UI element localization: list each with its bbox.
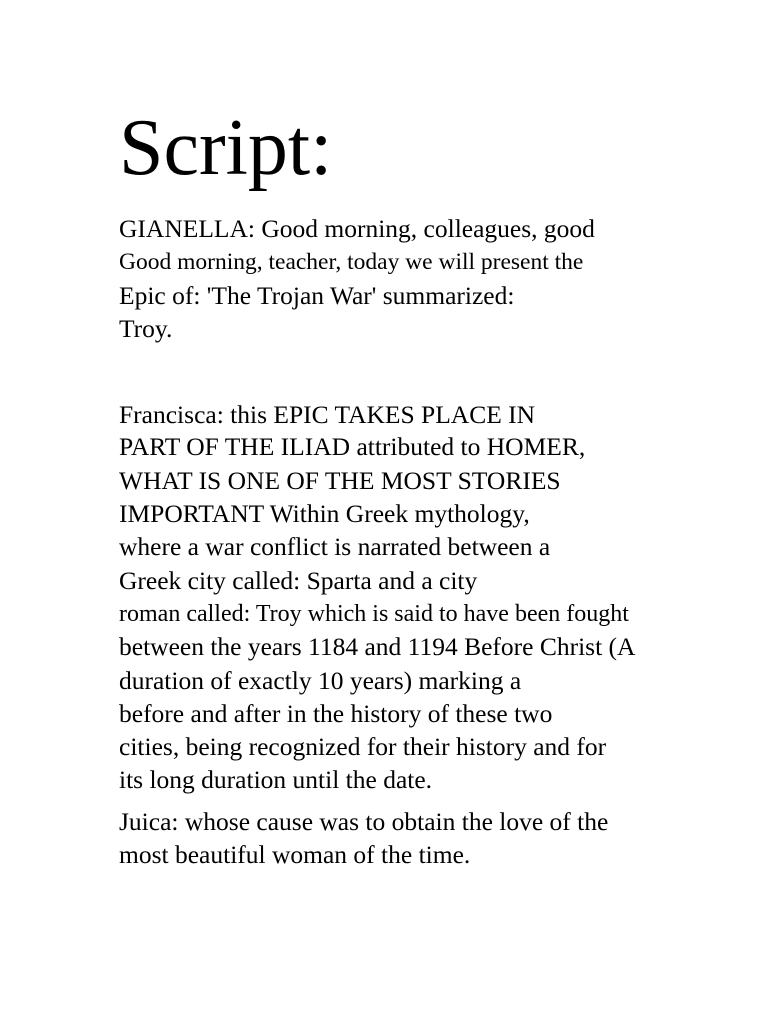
text-line: IMPORTANT Within Greek mythology, [119, 499, 530, 528]
text-line: Troy. [119, 314, 173, 343]
text-line: between the years 1184 and 1194 Before Christ (A [119, 632, 636, 661]
text-line: most beautiful woman of the time. [119, 840, 471, 869]
text-line: WHAT IS ONE OF THE MOST STORIES [119, 466, 561, 495]
text-line: Greek city called: Sparta and a city [119, 566, 478, 595]
text-line: Epic of: 'The Trojan War' summarized: [119, 281, 515, 310]
text-line: Francisca: this EPIC TAKES PLACE IN [119, 400, 536, 429]
text-line: its long duration until the date. [119, 765, 433, 794]
text-line: Juica: whose cause was to obtain the love of the [119, 807, 609, 836]
text-line: roman called: Troy which is said to have been fought [119, 601, 629, 627]
text-line: Good morning, teacher, today we will present the [119, 249, 584, 275]
text-line: PART OF THE ILIAD attributed to HOMER, [119, 432, 586, 461]
text-line: before and after in the history of these two [119, 699, 553, 728]
text-line: duration of exactly 10 years) marking a [119, 666, 522, 695]
document-title: Script: [119, 104, 333, 192]
text-line: cities, being recognized for their history and for [119, 732, 607, 761]
text-line: where a war conflict is narrated between a [119, 532, 551, 561]
text-line: GIANELLA: Good morning, colleagues, good [119, 214, 595, 243]
